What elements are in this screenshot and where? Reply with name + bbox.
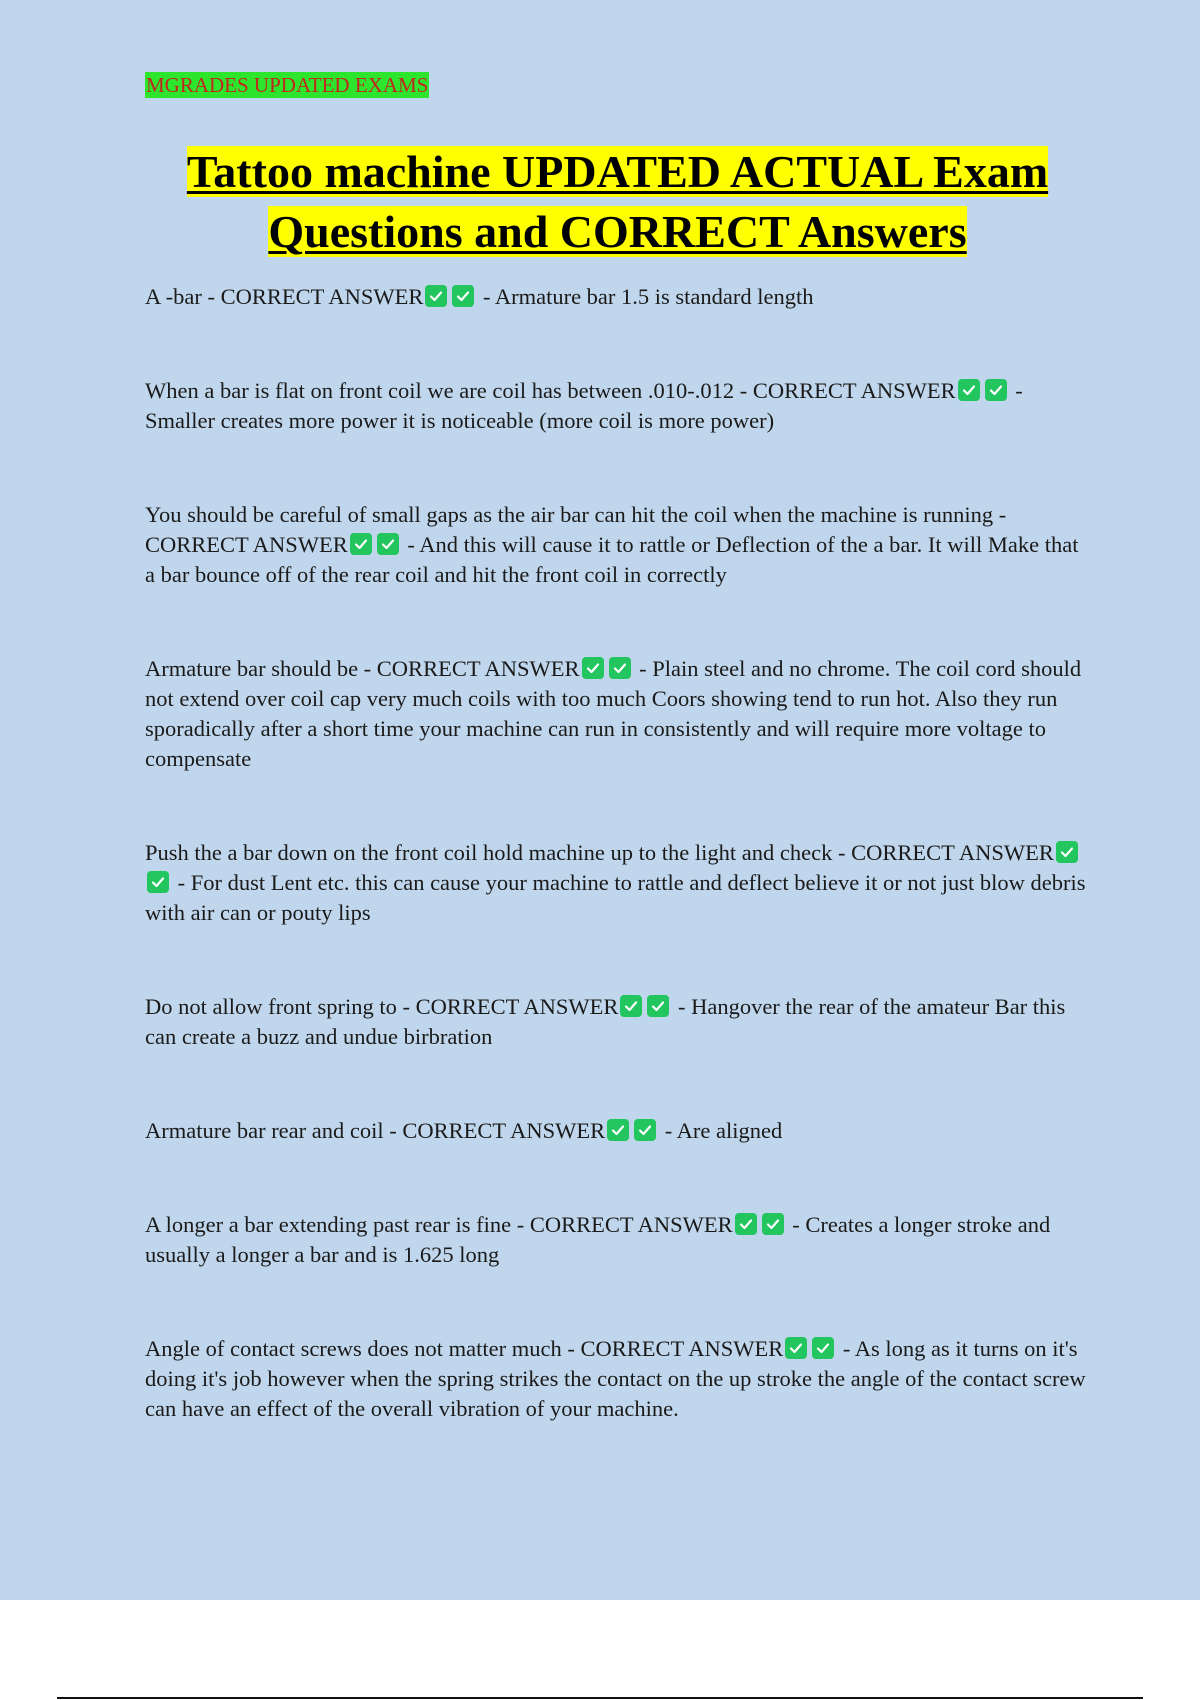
qa-item — [145, 282, 1090, 312]
footer-divider — [57, 1697, 1143, 1699]
question-text: Armature bar should be - CORRECT ANSWER — [145, 656, 580, 681]
question-text: You should be careful of small gaps as the air bar can hit the coil when the machine is running - CORRECT ANSWER — [145, 502, 1007, 557]
check-box-icon — [609, 657, 631, 679]
check-box-icon — [620, 995, 642, 1017]
page-title — [145, 142, 1090, 262]
document-content — [145, 72, 1090, 1488]
question-text: Do not allow front spring to - CORRECT ANSWER — [145, 994, 619, 1019]
qa-item — [145, 1210, 1090, 1270]
answer-text: - Are aligned — [659, 1118, 783, 1143]
qa-item — [145, 838, 1090, 928]
answer-text: - Armature bar 1.5 is standard length — [477, 284, 814, 309]
answer-text: - Creates a longer stroke and usually a longer a bar and is 1.625 long — [145, 1212, 1051, 1267]
qa-item — [145, 376, 1090, 436]
check-box-icon — [762, 1213, 784, 1235]
qa-item — [145, 500, 1090, 590]
qa-item — [145, 654, 1090, 774]
answer-text: - Smaller creates more power it is noticeable (more coil is more power) — [145, 378, 1023, 433]
check-box-icon — [582, 657, 604, 679]
qa-item — [145, 1116, 1090, 1146]
answer-text: - Plain steel and no chrome. The coil cord should not extend over coil cap very much coils with too much Coors showing tend to run hot. Also they run sporadically after a short time your machine can run in consistently and will require more voltage to compensate — [145, 656, 1082, 771]
answer-text: - Hangover the rear of the amateur Bar this can create a buzz and undue birbration — [145, 994, 1066, 1049]
question-text: A longer a bar extending past rear is fine - CORRECT ANSWER — [145, 1212, 733, 1237]
qa-item — [145, 1334, 1090, 1424]
question-text: When a bar is flat on front coil we are coil has between .010-.012 - CORRECT ANSWER — [145, 378, 956, 403]
check-box-icon — [377, 533, 399, 555]
answer-text: - As long as it turns on it's doing it's job however when the spring strikes the contact on the up stroke the angle of the contact screw can have an effect of the overall vibration of your machine. — [145, 1336, 1086, 1421]
question-text: A -bar - CORRECT ANSWER — [145, 284, 424, 309]
check-box-icon — [812, 1337, 834, 1359]
qa-item — [145, 992, 1090, 1052]
check-box-icon — [634, 1119, 656, 1141]
check-box-icon — [785, 1337, 807, 1359]
check-box-icon — [350, 533, 372, 555]
answer-text: - And this will cause it to rattle or Deflection of the a bar. It will Make that a bar bounce off of the rear coil and hit the front coil in correctly — [145, 532, 1079, 587]
check-box-icon — [647, 995, 669, 1017]
qa-list — [145, 282, 1090, 1424]
check-box-icon — [985, 379, 1007, 401]
check-box-icon — [958, 379, 980, 401]
check-box-icon — [735, 1213, 757, 1235]
check-box-icon — [1056, 841, 1078, 863]
check-box-icon — [452, 285, 474, 307]
page-title-text: Tattoo machine UPDATED ACTUAL Exam Questions and CORRECT Answers — [186, 146, 1049, 257]
question-text: Push the a bar down on the front coil hold machine up to the light and check - CORRECT ANSWER — [145, 840, 1054, 865]
check-box-icon — [147, 871, 169, 893]
answer-text: - For dust Lent etc. this can cause your machine to rattle and deflect believe it or not just blow debris with air can or pouty lips — [145, 870, 1086, 925]
check-box-icon — [607, 1119, 629, 1141]
question-text: Armature bar rear and coil - CORRECT ANSWER — [145, 1118, 606, 1143]
question-text: Angle of contact screws does not matter much - CORRECT ANSWER — [145, 1336, 784, 1361]
check-box-icon — [425, 285, 447, 307]
header-label: MGRADES UPDATED EXAMS — [146, 73, 429, 97]
